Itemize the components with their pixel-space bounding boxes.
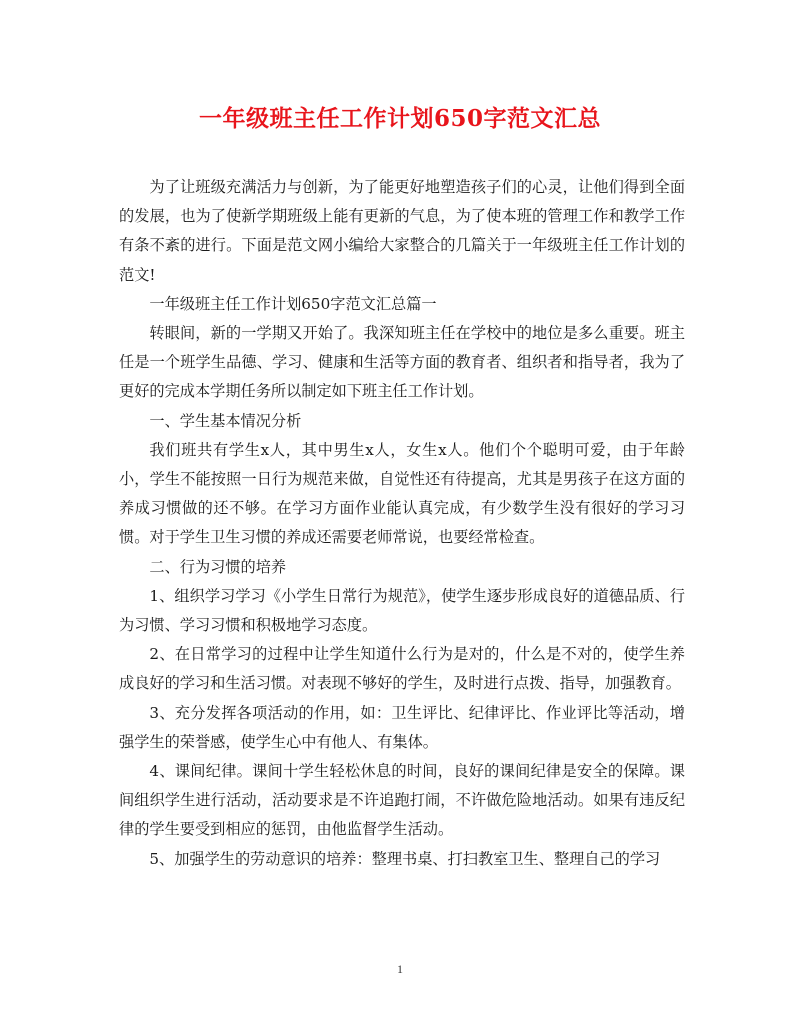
opening-paragraph: 转眼间，新的一学期又开始了。我深知班主任在学校中的地位是多么重要。班主任是一个班学生品德、学习、健康和生活等方面的教育者、组织者和指导者，我为了更好的完成本学期任务所以制定如下班主任工作计划。	[119, 324, 685, 401]
document-body	[119, 173, 685, 874]
intro-paragraph: 为了让班级充满活力与创新，为了能更好地塑造孩子们的心灵，让他们得到全面的发展，也为了使新学期班级上能有更新的气息，为了使本班的管理工作和教学工作有条不紊的进行。下面是范文网小编给大家整合的几篇关于一年级班主任工作计划的范文!	[119, 178, 685, 284]
list-item: 5、加强学生的劳动意识的培养：整理书桌、打扫教室卫生、整理自己的学习	[149, 849, 661, 868]
page-number: 1	[397, 962, 403, 976]
list-item: 1、组织学习学习《小学生日常行为规范》，使学生逐步形成良好的道德品质、行为习惯、学习习惯和积极地学习态度。	[119, 586, 685, 635]
list-item: 4、课间纪律。课间十学生轻松休息的时间，良好的课间纪律是安全的保障。课间组织学生进行活动，活动要求是不许追跑打闹，不许做危险地活动。如果有违反纪律的学生要受到相应的惩罚，由他监督学生活动。	[119, 762, 685, 839]
heading-student-analysis: 一、学生基本情况分析	[149, 411, 302, 430]
list-item: 2、在日常学习的过程中让学生知道什么行为是对的，什么是不对的，使学生养成良好的学习和生活习惯。对表现不够好的学生，及时进行点拨、指导，加强教育。	[119, 645, 685, 693]
heading-behavior-habits: 二、行为习惯的培养	[149, 557, 287, 576]
list-item: 3、充分发挥各项活动的作用，如：卫生评比、纪律评比、作业评比等活动，增强学生的荣誉感，使学生心中有他人、有集体。	[119, 703, 685, 751]
student-analysis-paragraph: 我们班共有学生x人，其中男生x人，女生x人。他们个个聪明可爱，由于年龄小，学生不能按照一日行为规范来做，自觉性还有待提高，尤其是男孩子在这方面的养成习惯做的还不够。在学习方面作业能认真完成，有少数学生没有很好的学习习惯。对于学生卫生习惯的养成还需要老师常说，也要经常检查。	[119, 440, 685, 547]
document-title: 一年级班主任工作计划650字范文汇总	[198, 105, 601, 132]
section-heading-part-one: 一年级班主任工作计划650字范文汇总篇一	[149, 294, 437, 313]
